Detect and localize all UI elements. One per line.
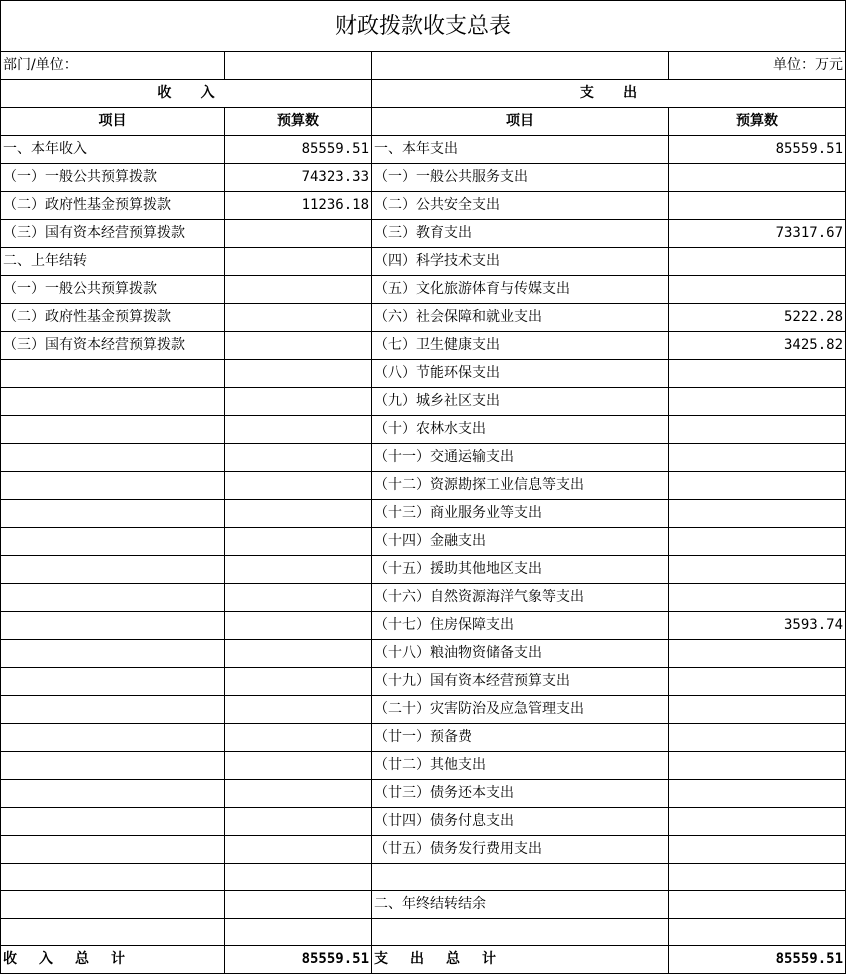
expense-item-cell: （廿三）债务还本支出 — [372, 780, 669, 808]
table-row — [1, 164, 846, 192]
income-value-cell — [225, 556, 372, 584]
table-row — [1, 919, 846, 946]
income-value-cell — [225, 332, 372, 360]
income-item-cell: （三）国有资本经营预算拨款 — [1, 220, 225, 248]
unit-row — [1, 52, 846, 80]
expense-section-header: 支 出 — [372, 80, 846, 108]
expense-value-cell — [669, 584, 846, 612]
expense-value-cell — [669, 556, 846, 584]
income-value-cell — [225, 780, 372, 808]
expense-budget-header: 预算数 — [669, 108, 846, 136]
income-item-cell — [1, 808, 225, 836]
income-item-cell — [1, 612, 225, 640]
income-value-cell — [225, 444, 372, 472]
income-value-cell: 74323.33 — [225, 164, 372, 192]
section-header-row — [1, 80, 846, 108]
table-row — [1, 836, 846, 864]
expense-item-cell: （十）农林水支出 — [372, 416, 669, 444]
income-item-cell — [1, 668, 225, 696]
income-item-cell — [1, 752, 225, 780]
expense-item-cell: （十九）国有资本经营预算支出 — [372, 668, 669, 696]
expense-item-cell: （五）文化旅游体育与传媒支出 — [372, 276, 669, 304]
expense-value-cell — [669, 919, 846, 946]
table-row — [1, 388, 846, 416]
expense-item-cell: （十二）资源勘探工业信息等支出 — [372, 472, 669, 500]
income-total-label: 收入总计 — [1, 946, 225, 974]
expense-value-cell: 3425.82 — [669, 332, 846, 360]
expense-item-cell: （十四）金融支出 — [372, 528, 669, 556]
expense-item-cell: （四）科学技术支出 — [372, 248, 669, 276]
income-item-cell — [1, 388, 225, 416]
expense-item-cell: （七）卫生健康支出 — [372, 332, 669, 360]
income-item-cell: （二）政府性基金预算拨款 — [1, 304, 225, 332]
income-value-cell — [225, 248, 372, 276]
expense-value-cell — [669, 164, 846, 192]
income-total-value: 85559.51 — [225, 946, 372, 974]
income-value-cell — [225, 528, 372, 556]
income-value-cell — [225, 808, 372, 836]
expense-item-cell: （十五）援助其他地区支出 — [372, 556, 669, 584]
income-item-cell: （二）政府性基金预算拨款 — [1, 192, 225, 220]
income-item-cell — [1, 416, 225, 444]
unit-blank — [372, 52, 669, 80]
totals-row — [1, 946, 846, 974]
income-value-cell — [225, 304, 372, 332]
expense-item-cell: （廿一）预备费 — [372, 724, 669, 752]
table-row — [1, 556, 846, 584]
table-row — [1, 472, 846, 500]
expense-item-cell: （十一）交通运输支出 — [372, 444, 669, 472]
expense-value-cell: 85559.51 — [669, 136, 846, 164]
expense-item-cell: （六）社会保障和就业支出 — [372, 304, 669, 332]
expense-item-header: 项目 — [372, 108, 669, 136]
expense-value-cell — [669, 192, 846, 220]
expense-value-cell — [669, 808, 846, 836]
expense-value-cell: 3593.74 — [669, 612, 846, 640]
table-row — [1, 864, 846, 891]
income-item-cell — [1, 500, 225, 528]
table-row — [1, 220, 846, 248]
expense-value-cell — [669, 500, 846, 528]
income-item-cell — [1, 864, 225, 891]
income-value-cell — [225, 919, 372, 946]
expense-total-label: 支出总计 — [372, 946, 669, 974]
expense-value-cell — [669, 528, 846, 556]
table-row — [1, 584, 846, 612]
income-item-cell — [1, 444, 225, 472]
expense-item-cell: （二）公共安全支出 — [372, 192, 669, 220]
expense-value-cell — [669, 891, 846, 919]
income-item-cell — [1, 584, 225, 612]
expense-value-cell — [669, 444, 846, 472]
expense-value-cell — [669, 864, 846, 891]
table-row — [1, 248, 846, 276]
expense-value-cell — [669, 276, 846, 304]
expense-item-cell: （十八）粮油物资储备支出 — [372, 640, 669, 668]
expense-value-cell — [669, 640, 846, 668]
income-value-cell — [225, 584, 372, 612]
table-row — [1, 500, 846, 528]
income-item-cell — [1, 891, 225, 919]
income-item-cell — [1, 919, 225, 946]
income-value-cell — [225, 500, 372, 528]
expense-item-cell: 一、本年支出 — [372, 136, 669, 164]
expense-item-cell: （一）一般公共服务支出 — [372, 164, 669, 192]
expense-item-cell: （十三）商业服务业等支出 — [372, 500, 669, 528]
income-item-cell — [1, 724, 225, 752]
expense-item-cell: （廿二）其他支出 — [372, 752, 669, 780]
expense-value-cell — [669, 724, 846, 752]
title-row — [1, 1, 846, 52]
income-item-cell — [1, 360, 225, 388]
income-value-cell — [225, 668, 372, 696]
expense-value-cell — [669, 836, 846, 864]
expense-value-cell — [669, 472, 846, 500]
income-item-cell: （一）一般公共预算拨款 — [1, 276, 225, 304]
income-value-cell: 11236.18 — [225, 192, 372, 220]
table-row — [1, 752, 846, 780]
table-row — [1, 416, 846, 444]
income-item-cell — [1, 472, 225, 500]
expense-item-cell: 二、年终结转结余 — [372, 891, 669, 919]
income-value-cell — [225, 276, 372, 304]
page-title: 财政拨款收支总表 — [1, 1, 846, 52]
expense-item-cell: （十七）住房保障支出 — [372, 612, 669, 640]
income-value-cell — [225, 836, 372, 864]
expense-item-cell: （九）城乡社区支出 — [372, 388, 669, 416]
income-value-cell — [225, 220, 372, 248]
income-item-cell — [1, 696, 225, 724]
income-value-cell — [225, 640, 372, 668]
expense-item-cell — [372, 919, 669, 946]
income-item-header: 项目 — [1, 108, 225, 136]
expense-total-value: 85559.51 — [669, 946, 846, 974]
income-value-cell: 85559.51 — [225, 136, 372, 164]
income-value-cell — [225, 696, 372, 724]
income-value-cell — [225, 891, 372, 919]
column-header-row — [1, 108, 846, 136]
department-label: 部门/单位： — [1, 52, 225, 80]
expense-value-cell — [669, 360, 846, 388]
expense-value-cell: 5222.28 — [669, 304, 846, 332]
expense-item-cell: （廿四）债务付息支出 — [372, 808, 669, 836]
income-item-cell — [1, 640, 225, 668]
income-value-cell — [225, 864, 372, 891]
income-item-cell: （三）国有资本经营预算拨款 — [1, 332, 225, 360]
expense-item-cell: （十六）自然资源海洋气象等支出 — [372, 584, 669, 612]
income-value-cell — [225, 724, 372, 752]
expense-value-cell — [669, 752, 846, 780]
table-row — [1, 808, 846, 836]
table-row — [1, 332, 846, 360]
table-row — [1, 192, 846, 220]
expense-value-cell — [669, 668, 846, 696]
income-item-cell — [1, 780, 225, 808]
table-row — [1, 724, 846, 752]
table-row — [1, 668, 846, 696]
income-item-cell — [1, 836, 225, 864]
income-item-cell: （一）一般公共预算拨款 — [1, 164, 225, 192]
table-row — [1, 360, 846, 388]
table-row — [1, 780, 846, 808]
income-section-header: 收 入 — [1, 80, 372, 108]
income-budget-header: 预算数 — [225, 108, 372, 136]
income-value-cell — [225, 612, 372, 640]
expense-value-cell — [669, 248, 846, 276]
expense-value-cell — [669, 780, 846, 808]
expense-value-cell: 73317.67 — [669, 220, 846, 248]
table-row — [1, 612, 846, 640]
income-item-cell — [1, 556, 225, 584]
income-value-cell — [225, 472, 372, 500]
expense-item-cell: （廿五）债务发行费用支出 — [372, 836, 669, 864]
table-row — [1, 696, 846, 724]
table-row — [1, 304, 846, 332]
table-row — [1, 891, 846, 919]
income-item-cell — [1, 528, 225, 556]
income-value-cell — [225, 416, 372, 444]
income-value-cell — [225, 388, 372, 416]
expense-value-cell — [669, 388, 846, 416]
expense-item-cell: （三）教育支出 — [372, 220, 669, 248]
income-value-cell — [225, 360, 372, 388]
table-row — [1, 528, 846, 556]
table-row — [1, 444, 846, 472]
expense-value-cell — [669, 696, 846, 724]
income-item-cell: 二、上年结转 — [1, 248, 225, 276]
table-row — [1, 136, 846, 164]
table-row — [1, 276, 846, 304]
unit-label: 单位：万元 — [669, 52, 846, 80]
department-value — [225, 52, 372, 80]
income-value-cell — [225, 752, 372, 780]
income-item-cell: 一、本年收入 — [1, 136, 225, 164]
expense-item-cell — [372, 864, 669, 891]
expense-item-cell: （八）节能环保支出 — [372, 360, 669, 388]
expense-item-cell: （二十）灾害防治及应急管理支出 — [372, 696, 669, 724]
table-row — [1, 640, 846, 668]
expense-value-cell — [669, 416, 846, 444]
